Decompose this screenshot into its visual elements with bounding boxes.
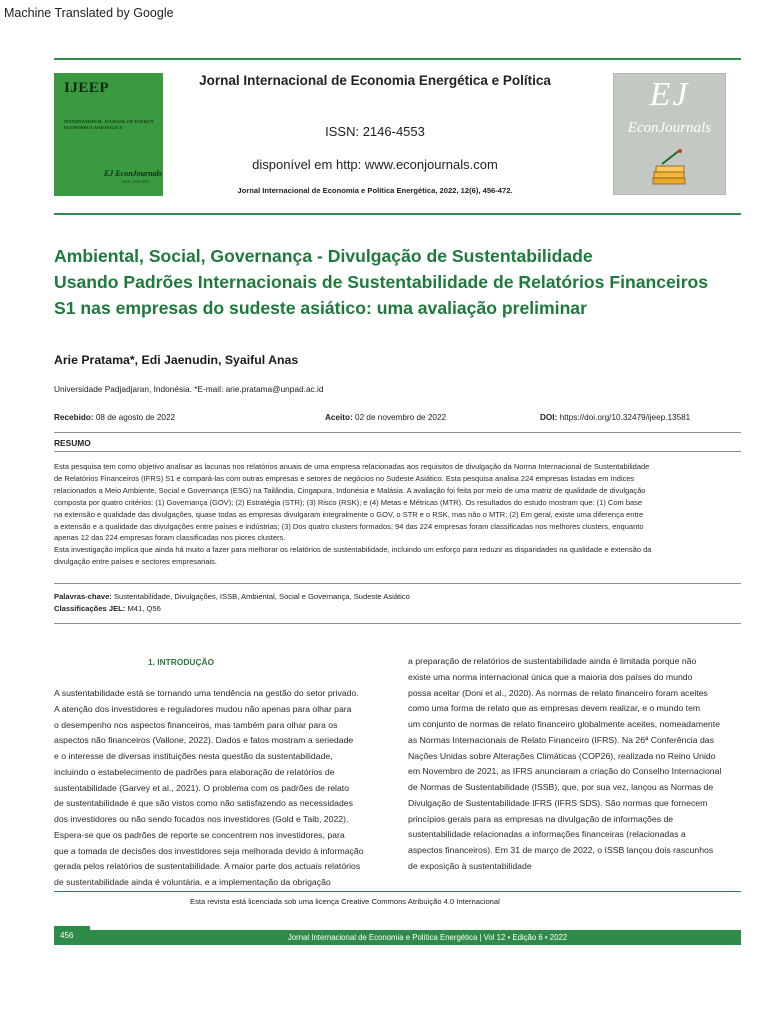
intro-right-column [408, 654, 753, 875]
intro-line: Nações Unidas sobre Alterações Climáticas (COP26), realizada no Reino Unido [408, 750, 716, 761]
keywords-label: Palavras-chave: [54, 592, 112, 601]
intro-line: em Novembro de 2021, as IFRS anunciaram a criação do Conselho Internacional [408, 766, 722, 777]
abstract-line: a extensão e a qualidade das divulgações entre países e indústrias; (3) Dos quatro clusters formados, 94 das 224 empresas foram classificadas nos melhores clusters, enquanto [54, 521, 644, 531]
intro-line: princípios gerais para as empresas na divulgação de informações de [408, 813, 674, 824]
intro-line: dos investidores ou não sendo focados nos investidores (Gold e Taib, 2022). [54, 814, 349, 824]
cover-title: IJEEP [64, 80, 110, 96]
intro-line: A sustentabilidade está se tornando uma tendência na gestão do setor privado. [54, 688, 359, 698]
intro-line: as Normas Internacionais de Relato Financeiro (IFRS). Na 26ª Conferência das [408, 734, 714, 745]
jel-row [54, 603, 744, 615]
machine-translated-label: Machine Translated by Google [4, 6, 174, 20]
journal-citation: Jornal Internacional de Economia e Política Energética, 2022, 12(6), 456-472. [237, 186, 513, 195]
abstract-line: Esta pesquisa tem como objetivo analisar as lacunas nos relatórios anuais de uma empresa relacionadas aos requisitos de divulgação da Norma Internacional de Sustentabilidade [54, 462, 650, 471]
intro-line: de sustentabilidade ainda é voluntária, e a implementação da obrigação [54, 877, 331, 887]
abstract-line: divulgação entre países e sectores empresariais. [54, 557, 218, 567]
intro-line: aspectos financeiros). Em 31 de março de 2022, o ISSB lançou dois rascunhos [408, 845, 714, 855]
abstract-body [54, 461, 744, 568]
econjournals-logo [613, 73, 726, 195]
intro-line: sustentabilidade (Garvey et al., 2021). O problema com os padrões de relato [54, 782, 350, 793]
logo-mark: EJ [649, 76, 690, 113]
jel-label: Classificações JEL: [54, 604, 126, 613]
jel-value: M41, Q56 [127, 604, 161, 613]
page-footer [54, 930, 741, 945]
doi [540, 413, 690, 422]
abstract-line: de Relatórios Financeiros (IFRS) S1 e compará-las com outras empresas e setores de negócios no Sudeste Asiático. Esta pesquisa analisa 224 empresas listadas em índices [54, 473, 635, 483]
intro-line: Divulgação de Sustentabilidade IFRS (IFRS SDS). São normas que fornecem [408, 797, 708, 808]
doi-label: DOI: [540, 413, 558, 422]
keywords-bottom-rule [54, 623, 741, 624]
abstract-line: relacionados a Meio Ambiente, Social e Governança (ESG) na Tailândia, Cingapura, Indonésia e Malásia. A avaliação foi feita por meio de uma matriz de qualidade de divulgação [54, 485, 646, 495]
books-icon [650, 148, 690, 188]
intro-line: de exposição à sustentabilidade [408, 860, 532, 871]
intro-line: incluindo o estabelecimento de padrões para elaboração de relatórios de [54, 766, 335, 777]
footer-journal-line: Jornal Internacional de Economia e Política Energética | Vol 12 • Edição 6 • 2022 [287, 933, 568, 942]
journal-issn: ISSN: 2146-4553 [325, 124, 425, 139]
logo-name: EconJournals [627, 120, 712, 136]
abstract-heading-rule [54, 451, 741, 452]
accepted-date [325, 413, 446, 422]
abstract-line: Esta investigação implica que ainda há muito a fazer para melhorar os relatórios de sustentabilidade, incluindo um esforço para reduzir as disparidades na qualidade e extensão da [54, 545, 652, 555]
intro-line: a preparação de relatórios de sustentabilidade ainda é limitada porque não [408, 656, 697, 666]
article-authors: Arie Pratama*, Edi Jaenudin, Syaiful Anas [54, 353, 299, 367]
cover-brand: EJ EconJournals [104, 169, 163, 178]
title-line: S1 nas empresas do sudeste asiático: uma avaliação preliminar [54, 298, 587, 318]
intro-line: o desempenho nos aspectos financeiros, mas também para olhar para os [54, 719, 338, 730]
received-label: Recebido: [54, 413, 94, 422]
received-date [54, 413, 175, 422]
journal-name: Jornal Internacional de Economia Energética e Política [199, 73, 551, 88]
intro-line: gerada pelos relatórios de sustentabilidade. A maior parte dos actuais relatórios [54, 861, 361, 872]
keywords-value: Sustentabilidade, Divulgações, ISSB, Ambiental, Social e Governança, Sudeste Asiático [113, 592, 410, 601]
abstract-line: apenas 12 das 224 empresas foram classificadas nos piores clusters. [54, 533, 286, 543]
intro-line: sustentabilidade relacionadas a informações financeiras (relacionadas a [408, 829, 686, 840]
intro-line: e o interesse de diversas instituições nesta questão da sustentabilidade, [54, 751, 333, 761]
intro-line: como uma forma de relato que as empresas devem realizar, e o mundo tem [408, 703, 701, 714]
cover-subtitle: INTERNATIONAL JOURNAL OF ENERGY ECONOMICS AND POLICY [64, 119, 154, 130]
intro-line: que a tomada de decisões dos investidores seja melhorada devido à informação [54, 845, 364, 856]
page-number: 456 [60, 931, 74, 940]
abstract-line: na extensão e qualidade das divulgações, quase todas as empresas divulgaram integralmente o GOV, o STR e o RSK, mas não o MTR; (2) Em geral, existe uma diferença entre [54, 509, 644, 519]
abstract-top-rule [54, 432, 741, 433]
header-bottom-rule [54, 213, 741, 215]
keywords-block [54, 591, 744, 615]
journal-cover-thumbnail [54, 73, 163, 196]
intro-line: um conjunto de normas de relato financeiro globalmente aceites, nomeadamente [408, 719, 720, 729]
accepted-label: Aceito: [325, 413, 353, 422]
received-value: 08 de agosto de 2022 [95, 413, 176, 422]
article-affiliation: Universidade Padjadjaran, Indonésia. *E-mail: arie.pratama@unpad.ac.id [54, 384, 324, 394]
intro-line: aspectos não financeiros (Vallone, 2022). Dados e fatos mostram a seriedade [54, 735, 354, 746]
intro-line: A atenção dos investidores e reguladores mudou não apenas para olhar para [54, 703, 352, 714]
title-line: Ambiental, Social, Governança - Divulgação de Sustentabilidade [54, 246, 593, 266]
article-title [54, 243, 768, 321]
cover-issn: ISSN: 2146-4553 [122, 180, 149, 184]
abstract-bottom-rule [54, 583, 741, 584]
abstract-heading: RESUMO [54, 438, 91, 448]
intro-line: de sustentabilidade é que são vistos como não satisfazendo as necessidades [54, 798, 353, 809]
header-top-rule [54, 58, 741, 60]
accepted-value: 02 de novembro de 2022 [355, 413, 447, 422]
keywords-row [54, 591, 744, 603]
doi-link[interactable]: https://doi.org/10.32479/ijeep.13581 [559, 413, 691, 422]
intro-line: de Normas de Sustentabilidade (ISSB), que, por sua vez, lançou as Normas de [408, 782, 714, 792]
license-statement: Esta revista está licenciada sob uma licença Creative Commons Atribuição 4.0 Internacional [190, 897, 500, 906]
abstract-line: composta por quatro critérios: (1) Governança (GOV); (2) Estratégia (STR); (3) Risco (RSK); e (4) Metas e Métricas (MTR). Os resultados do estudo mostram que: (1) Com base [54, 497, 643, 507]
intro-line: possa aceitar (Doni et al., 2020). As normas de relato financeiro foram aceites [408, 687, 708, 698]
title-line: Usando Padrões Internacionais de Sustentabilidade de Relatórios Financeiros [54, 272, 709, 292]
license-top-rule [54, 891, 741, 892]
intro-line: Espera-se que os padrões de reporte se concentrem nos investidores, para [54, 829, 345, 840]
intro-line: existe uma norma internacional única que a maioria dos países do mundo [408, 671, 693, 682]
intro-left-column [54, 686, 384, 891]
journal-availability: disponível em http: www.econjournals.com [252, 157, 498, 172]
section-heading-introduction: 1. INTRODUÇÃO [148, 657, 215, 667]
